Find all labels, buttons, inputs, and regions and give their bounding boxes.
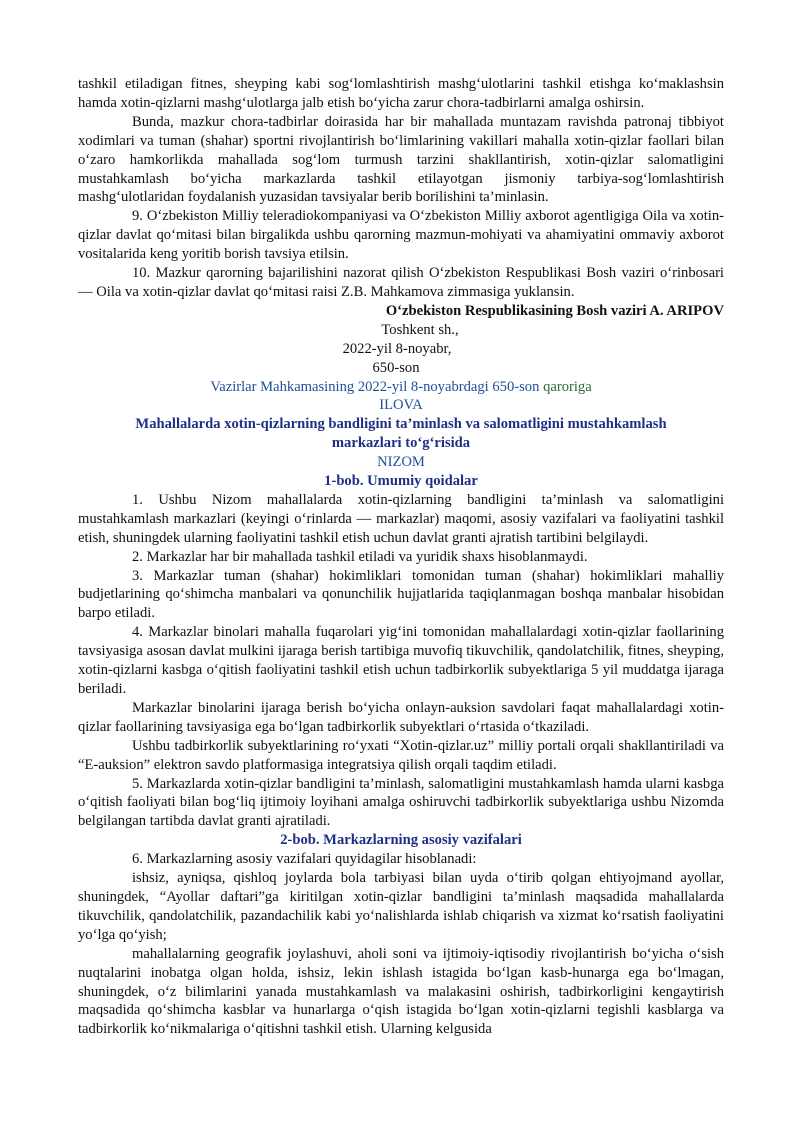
annex-reference-qaror[interactable]: qaroriga [543,378,592,395]
annex-title-line-1: Mahallalarda xotin-qizlarning bandligini ta’minlash va salomatligini mustahkamlash [135,416,667,433]
nizom-label: NIZOM [377,454,425,471]
chapter-1-para: Ushbu tadbirkorlik subyektlarining ro‘yxati “Xotin-qizlar.uz” milliy portali orqali shakllantiriladi va “E-auksion” elektron savdo platformasiga integratsiya qilish orqali taqdim etiladi. [78,737,724,773]
annex-title-line-2: markazlari to‘g‘risida [331,435,471,452]
paragraph-item-9: 9. O‘zbekiston Milliy teleradiokompaniyasi va O‘zbekiston Milliy axborot agentligiga Oila va xotin-qizlar davlat qo‘mitasi bilan birgalikda ushbu qarorning mazmun-mohiyati va ahamiyatini ommaviy axborot vositalarida keng yoritib borish tavsiya etilsin. [78,208,724,263]
chapter-1-para: Markazlar binolarini ijaraga berish bo‘yicha onlayn-auksion savdolari faqat mahallalardagi xotin-qizlar faollarining tavsiyasiga ega bo‘lgan tadbirkorlik subyektlari o‘rtasida o‘tkaziladi. [78,699,724,735]
chapter-2-para: 6. Markazlarning asosiy vazifalari quyidagilar hisoblanadi: [132,851,477,868]
paragraph-patronage: Bunda, mazkur chora-tadbirlar doirasida har bir mahallada muntazam ravishda patronaj tibbiyot xodimlari va tuman (shahar) sportni rivojlantirish bo‘limlarining vakillari mahalla xotin-qizlar faollari bilan o‘zaro hamkorlikda mahallada sog‘lom turmush tarzini shakllantirish, xotin-qizlar salomatligini mustahkamlash bo‘yicha markazlarda tashkil etilayotgan jismoniy tarbiya-sog‘lomlashtirish mashg‘ulotlaridan foydalanish yuzasidan tavsiyalar berib borilishini ta’minlasin. [78,113,724,206]
chapter-1-para: 2. Markazlar har bir mahallada tashkil etiladi va yuridik shaxs hisoblanmaydi. [132,548,588,565]
chapter-2-heading: 2-bob. Markazlarning asosiy vazifalari [280,832,522,849]
signature-city: Toshkent sh., [381,321,459,338]
annex-reference-link[interactable]: Vazirlar Mahkamasining 2022-yil 8-noyabrdagi 650-son [210,378,540,395]
chapter-2-para: mahallalarning geografik joylashuvi, aholi soni va ijtimoiy-iqtisodiy rivojlantirish bo‘yicha o‘sish nuqtalarini inobatga olgan holda, ishsiz, lekin ishlash istagida bo‘lgan kasb-hunarga ega bo‘lmagan, shuningdek, o‘z bilimlarini yanada mustahkamlash va malakasini oshirish, tadbirkorligini kengaytirish maqsadida qo‘shimcha kasblar va hunarlarga o‘qish istagida bo‘lgan xotin-qizlarni tegishli kasblarga va tadbirkorlik ko‘nikmalariga o‘qitishni tashkil etish. Ularning kelgusida [78,945,724,1038]
chapter-1-para: 3. Markazlar tuman (shahar) hokimliklari tomonidan tuman (shahar) hokimliklari mahalliy budjetlarining qo‘shimcha manbalari va qonunchilik hujjatlarida taqiqlanmagan boshqa manbalar hisobidan barpo etiladi. [78,567,724,622]
chapter-1-para: 5. Markazlarda xotin-qizlar bandligini ta’minlash, salomatligini mustahkamlash hamda ularni kasbga o‘qitish faoliyati bilan bog‘liq ijtimoiy loyihani amalga oshiruvchi tadbirkorlik subyektlariga ushbu Nizomda belgilangan tartibda davlat granti ajratiladi. [78,775,724,830]
annex-label: ILOVA [379,397,423,414]
chapter-2-para: ishsiz, ayniqsa, qishloq joylarda bola tarbiyasi bilan uyda o‘tirib qolgan ehtiyojmand ayollar, shuningdek, “Ayollar daftari”ga kiritilgan xotin-qizlar bandligini ta’minlash maqsadida mahallalarda tikuvchilik, qandolatchilik, pazandachilik kabi yo‘nalishlarda ishlab chiqarish va xizmat ko‘rsatish faoliyatini yo‘lga qo‘yish; [78,870,724,943]
signature-date: 2022-yil 8-noyabr, [342,340,452,357]
signer-line: O‘zbekiston Respublikasining Bosh vaziri A. ARIPOV [385,302,724,319]
annex-reference [78,378,724,397]
document-page [78,75,724,1039]
chapter-1-heading: 1-bob. Umumiy qoidalar [324,473,478,490]
signature-number: 650-son [372,359,420,376]
paragraph-continuation: tashkil etiladigan fitnes, sheyping kabi sog‘lomlashtirish mashg‘ulotlarini tashkil etishga ko‘maklashsin hamda xotin-qizlarni mashg‘ulotlarga jalb etish bo‘yicha zarur chora-tadbirlarni amalga oshirsin. [78,76,724,111]
paragraph-item-10: 10. Mazkur qarorning bajarilishini nazorat qilish O‘zbekiston Respublikasi Bosh vaziri o‘rinbosari — Oila va xotin-qizlar davlat qo‘mitasi raisi Z.B. Mahkamova zimmasiga yuklansin. [78,265,724,300]
chapter-1-para: 1. Ushbu Nizom mahallalarda xotin-qizlarning bandligini ta’minlash va salomatligini mustahkamlash markazlari (keyingi o‘rinlarda — markazlar) maqomi, asosiy vazifalari va faoliyatini tashkil etish, shuningdek ularning faoliyatini tashkil etish uchun davlat granti ajratish tartibini belgilaydi. [78,491,724,546]
chapter-1-para: 4. Markazlar binolari mahalla fuqarolari yig‘ini tomonidan mahallalardagi xotin-qizlar faollarining tavsiyasiga asosan davlat mulkini ijaraga berish tartibiga muvofiq tikuvchilik, qandolatchilik, fitnes, sheyping, xotin-qizlarni kasbga o‘qitish faoliyatini tashkil etish uchun tadbirkorlik subyektlariga 5 yil muddatga ijaraga beriladi. [78,624,724,697]
